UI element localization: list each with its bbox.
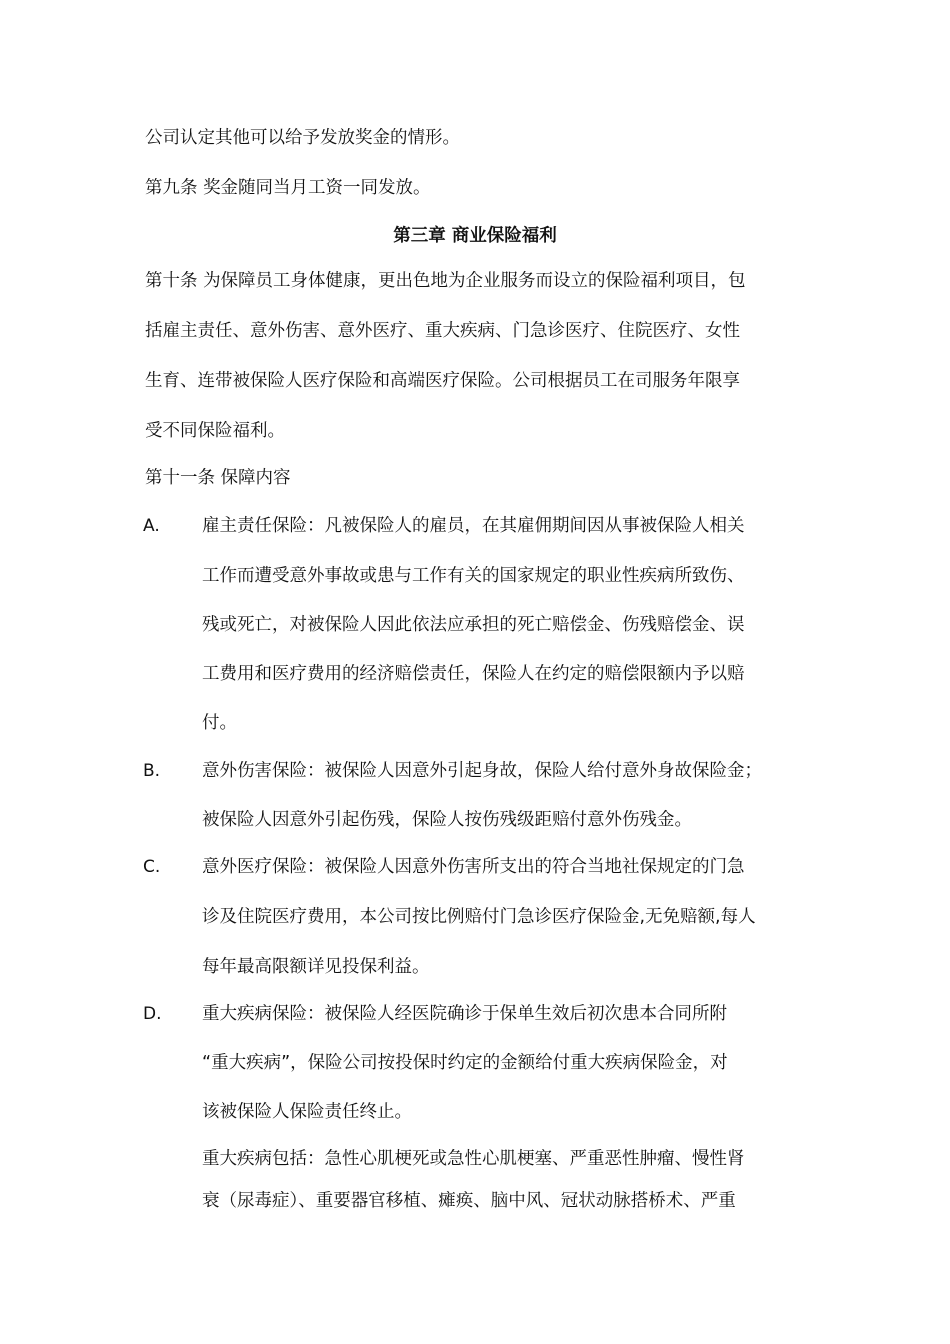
article-10-line: 括雇主责任、意外伤害、意外医疗、重大疾病、门急诊医疗、住院医疗、女性 xyxy=(145,321,740,341)
disease-list-line: 重大疾病包括：急性心肌梗死或急性心肌梗塞、严重恶性肿瘤、慢性肾 xyxy=(202,1149,745,1169)
item-c-line: 诊及住院医疗费用，本公司按比例赔付门急诊医疗保险金,无免赔额,每人 xyxy=(202,907,756,927)
chapter-heading: 第三章 商业保险福利 xyxy=(393,226,557,246)
item-c-line: 意外医疗保险：被保险人因意外伤害所支出的符合当地社保规定的门急 xyxy=(202,857,745,877)
list-marker-c: C. xyxy=(143,857,161,877)
article-10-line: 受不同保险福利。 xyxy=(145,421,285,441)
item-a-line: 残或死亡，对被保险人因此依法应承担的死亡赔偿金、伤残赔偿金、误 xyxy=(202,615,745,635)
article-10-line: 生育、连带被保险人医疗保险和高端医疗保险。公司根据员工在司服务年限享 xyxy=(145,371,740,391)
article-11-title: 第十一条 保障内容 xyxy=(145,468,291,488)
item-a-line: 付。 xyxy=(202,713,237,733)
item-c-line: 每年最高限额详见投保利益。 xyxy=(202,957,430,977)
list-marker-a: A. xyxy=(143,516,160,536)
item-a-line: 工费用和医疗费用的经济赔偿责任，保险人在约定的赔偿限额内予以赔 xyxy=(202,664,745,684)
list-marker-b: B. xyxy=(143,761,161,781)
item-d-line: 重大疾病保险：被保险人经医院确诊于保单生效后初次患本合同所附 xyxy=(202,1004,727,1024)
disease-list-line: 衰（尿毒症）、重要器官移植、瘫痪、脑中风、冠状动脉搭桥术、严重 xyxy=(202,1191,736,1211)
item-d-line: “重大疾病”，保险公司按投保时约定的金额给付重大疾病保险金，对 xyxy=(202,1053,728,1073)
item-a-line: 工作而遭受意外事故或患与工作有关的国家规定的职业性疾病所致伤、 xyxy=(202,566,745,586)
list-marker-d: D. xyxy=(143,1004,162,1024)
article-9-line: 第九条 奖金随同当月工资一同发放。 xyxy=(145,178,431,198)
article-10-line: 第十条 为保障员工身体健康，更出色地为企业服务而设立的保险福利项目，包 xyxy=(145,271,746,291)
item-a-line: 雇主责任保险：凡被保险人的雇员，在其雇佣期间因从事被保险人相关 xyxy=(202,516,745,536)
item-d-line: 该被保险人保险责任终止。 xyxy=(202,1102,412,1122)
item-b-line: 意外伤害保险：被保险人因意外引起身故，保险人给付意外身故保险金； xyxy=(202,761,762,781)
item-b-line: 被保险人因意外引起伤残，保险人按伤残级距赔付意外伤残金。 xyxy=(202,810,692,830)
intro-line: 公司认定其他可以给予发放奖金的情形。 xyxy=(145,128,460,148)
